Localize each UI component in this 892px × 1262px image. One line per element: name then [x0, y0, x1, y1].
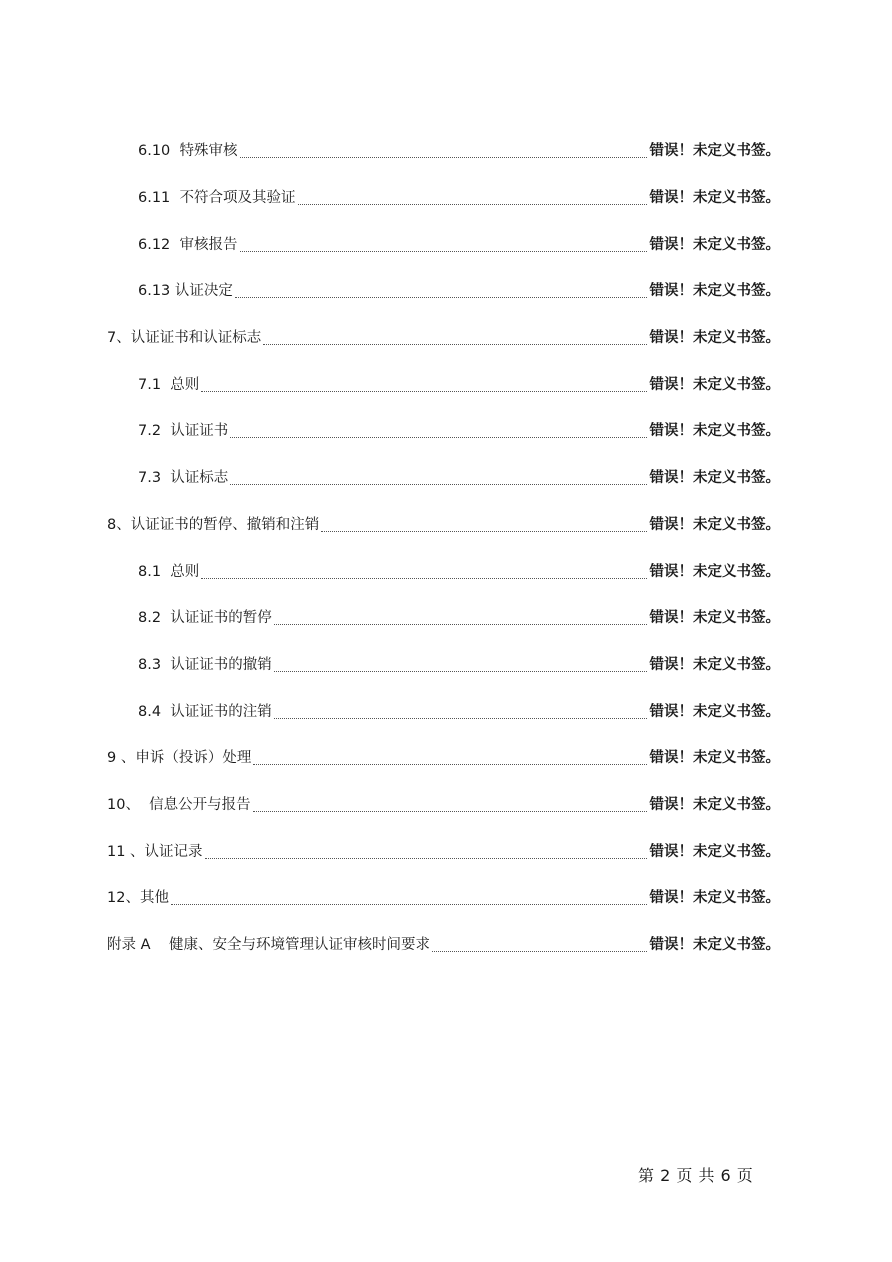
toc-entry[interactable] — [0, 268, 892, 315]
toc-entry-page-ref: 错误！未定义书签。 — [649, 563, 780, 580]
toc-entry[interactable] — [0, 128, 892, 175]
toc-entry[interactable] — [0, 315, 892, 362]
toc-entry[interactable] — [0, 828, 892, 875]
toc-entry[interactable] — [0, 688, 892, 735]
toc-entry[interactable] — [0, 361, 892, 408]
toc-dot-leader — [201, 390, 646, 392]
toc-entry-page-ref: 错误！未定义书签。 — [649, 656, 780, 673]
toc-dot-leader — [240, 156, 647, 158]
toc-entry-page-ref: 错误！未定义书签。 — [649, 937, 780, 954]
toc-dot-leader — [274, 670, 647, 672]
toc-entry[interactable] — [0, 548, 892, 595]
toc-entry-label: 6.12 审核报告 — [138, 236, 238, 253]
toc-entry[interactable] — [0, 642, 892, 689]
toc-dot-leader — [298, 203, 647, 205]
toc-entry-label: 8.4 认证证书的注销 — [138, 703, 272, 720]
toc-dot-leader — [205, 857, 647, 859]
toc-entry-page-ref: 错误！未定义书签。 — [649, 423, 780, 440]
toc-entry-page-ref: 错误！未定义书签。 — [649, 703, 780, 720]
toc-dot-leader — [253, 763, 646, 765]
toc-entry-label: 7.2 认证证书 — [138, 423, 229, 440]
toc-entry-label: 10、 信息公开与报告 — [107, 796, 251, 813]
toc-dot-leader — [240, 250, 647, 252]
toc-entry[interactable] — [0, 175, 892, 222]
toc-entry-label: 附录 A 健康、安全与环境管理认证审核时间要求 — [107, 937, 430, 954]
toc-entry-label: 6.13 认证决定 — [138, 283, 233, 300]
toc-entry-page-ref: 错误！未定义书签。 — [649, 376, 780, 393]
toc-dot-leader — [263, 343, 646, 345]
toc-entry-label: 7.3 认证标志 — [138, 470, 229, 487]
toc-entry[interactable] — [0, 922, 892, 969]
toc-entry-page-ref: 错误！未定义书签。 — [649, 890, 780, 907]
toc-entry-page-ref: 错误！未定义书签。 — [649, 236, 780, 253]
toc-entry-page-ref: 错误！未定义书签。 — [649, 796, 780, 813]
toc-entry[interactable] — [0, 502, 892, 549]
toc-entry[interactable] — [0, 221, 892, 268]
toc-entry[interactable] — [0, 782, 892, 829]
toc-dot-leader — [171, 903, 647, 905]
toc-dot-leader — [235, 296, 647, 298]
toc-dot-leader — [230, 483, 646, 485]
page-number-footer: 第 2 页 共 6 页 — [638, 1166, 754, 1185]
toc-entry-page-ref: 错误！未定义书签。 — [649, 610, 780, 627]
toc-dot-leader — [253, 810, 647, 812]
toc-dot-leader — [201, 577, 646, 579]
toc-entry-label: 6.10 特殊审核 — [138, 143, 238, 160]
toc-entry[interactable] — [0, 595, 892, 642]
toc-dot-leader — [321, 530, 646, 532]
toc-entry-page-ref: 错误！未定义书签。 — [649, 470, 780, 487]
toc-dot-leader — [274, 623, 647, 625]
toc-dot-leader — [432, 950, 647, 952]
toc-entry-page-ref: 错误！未定义书签。 — [649, 843, 780, 860]
toc-entry[interactable] — [0, 408, 892, 455]
toc-entry-label: 7.1 总则 — [138, 376, 200, 393]
toc-entry-label: 8.3 认证证书的撤销 — [138, 656, 272, 673]
toc-entry[interactable] — [0, 875, 892, 922]
toc-entry-label: 8.2 认证证书的暂停 — [138, 610, 272, 627]
toc-entry-label: 6.11 不符合项及其验证 — [138, 190, 296, 207]
toc-entry-page-ref: 错误！未定义书签。 — [649, 750, 780, 767]
toc-entry-label: 9 、申诉（投诉）处理 — [107, 750, 252, 767]
toc-entry-page-ref: 错误！未定义书签。 — [649, 190, 780, 207]
toc-entry-page-ref: 错误！未定义书签。 — [649, 330, 780, 347]
toc-entry-label: 8.1 总则 — [138, 563, 200, 580]
toc-entry-label: 8、认证证书的暂停、撤销和注销 — [107, 516, 320, 533]
toc-entry[interactable] — [0, 735, 892, 782]
toc-entry-label: 7、认证证书和认证标志 — [107, 330, 262, 347]
toc-entry-label: 12、其他 — [107, 890, 169, 907]
toc-dot-leader — [274, 717, 647, 719]
toc-entry[interactable] — [0, 455, 892, 502]
table-of-contents — [0, 128, 892, 968]
toc-entry-label: 11 、认证记录 — [107, 843, 203, 860]
toc-entry-page-ref: 错误！未定义书签。 — [649, 283, 780, 300]
toc-entry-page-ref: 错误！未定义书签。 — [649, 516, 780, 533]
toc-dot-leader — [230, 436, 646, 438]
toc-entry-page-ref: 错误！未定义书签。 — [649, 143, 780, 160]
